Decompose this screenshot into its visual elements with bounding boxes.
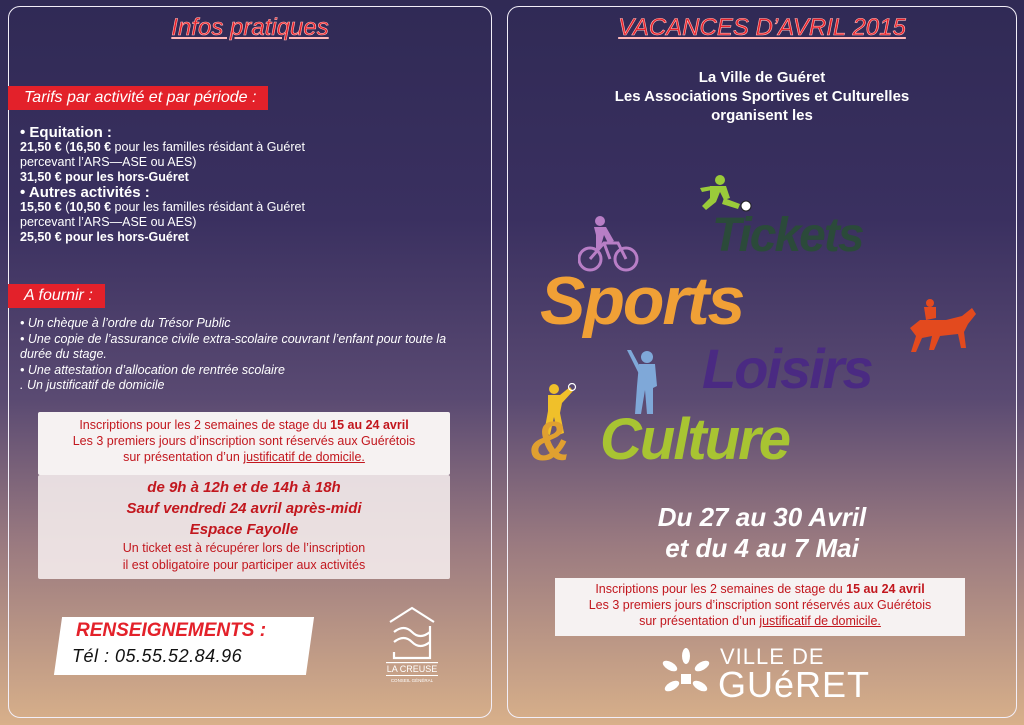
- inscription-box-left: [38, 412, 450, 475]
- list-item: • Une copie de l’assurance civile extra-scolaire couvrant l’enfant pour toute la durée du stage.: [20, 331, 447, 361]
- ville-de-text: VILLE DE: [720, 644, 825, 669]
- place-text: Espace Fayolle: [189, 521, 299, 538]
- creuse-logo-sub: CONSEIL GÉNÉRAL: [390, 678, 434, 683]
- creuse-logo-text: LA CREUSE: [386, 664, 438, 674]
- equitation-price-line-2: percevant l’ARS—ASE ou AES): [20, 155, 197, 169]
- inscription-line-2: Les 3 premiers jours d’inscription sont réservés aux Guérétois: [588, 598, 932, 612]
- list-item: • Une attestation d’allocation de rentrée scolaire: [20, 362, 285, 377]
- word-sports: Sports: [540, 263, 744, 339]
- inscription-line-3: sur présentation d’un justificatif de domicile.: [123, 450, 365, 464]
- word-tickets: Tickets: [712, 209, 863, 262]
- dates-line-1: Du 27 au 30 Avril: [657, 502, 867, 532]
- dates-line-2: et du 4 au 7 Mai: [665, 533, 859, 563]
- equitation-hors: 31,50 € pour les hors-Guéret: [20, 170, 189, 184]
- inscription-line-3: sur présentation d’un justificatif de domicile.: [639, 614, 881, 628]
- ticket-line-1: Un ticket est à récupérer lors de l’inscription: [122, 541, 366, 555]
- left-title: Infos pratiques: [171, 14, 329, 41]
- hours-box: [38, 475, 450, 579]
- list-item: • Un chèque à l’ordre du Trésor Public: [20, 316, 231, 330]
- autres-heading: • Autres activités :: [20, 184, 150, 201]
- la-creuse-logo: [382, 604, 442, 684]
- intro-text: [507, 68, 1017, 125]
- renseignements-title: RENSEIGNEMENTS :: [76, 620, 267, 641]
- ticket-line-2: il est obligatoire pour participer aux activités: [122, 558, 366, 572]
- autres-hors: 25,50 € pour les hors-Guéret: [20, 230, 189, 244]
- word-loisirs: Loisirs: [702, 337, 872, 400]
- intro-line-2: Les Associations Sportives et Culturelles: [614, 88, 910, 105]
- autres-price-line-2: percevant l’ARS—ASE ou AES): [20, 215, 197, 229]
- right-title: VACANCES D’AVRIL 2015: [618, 14, 906, 41]
- inscription-line-2: Les 3 premiers jours d’inscription sont réservés aux Guérétois: [72, 434, 416, 448]
- equitation-price-line: 21,50 € (16,50 € pour les familles résidant à Guéret: [20, 140, 305, 154]
- fournir-banner: A fournir :: [8, 284, 105, 308]
- tarifs-banner: Tarifs par activité et par période :: [8, 86, 268, 110]
- word-culture: Culture: [600, 407, 789, 472]
- intro-line-1: La Ville de Guéret: [698, 69, 826, 86]
- hours-text: de 9h à 12h et de 14h à 18h: [147, 479, 341, 496]
- inscription-line-1: Inscriptions pour les 2 semaines de stage du 15 au 24 avril: [595, 582, 925, 596]
- equitation-heading: • Equitation :: [20, 124, 112, 141]
- horse-rider-icon: [906, 298, 978, 360]
- list-item: . Un justificatif de domicile: [20, 378, 165, 392]
- intro-line-3: organisent les: [711, 107, 813, 124]
- autres-price-line: 15,50 € (10,50 € pour les familles résidant à Guéret: [20, 200, 305, 214]
- fournir-list: [20, 316, 475, 394]
- tarifs-body: [20, 125, 480, 245]
- dates: [507, 502, 1017, 564]
- inscription-box-right: [555, 578, 965, 636]
- inscription-line-1: Inscriptions pour les 2 semaines de stage du 15 au 24 avril: [79, 418, 409, 432]
- except-text: Sauf vendredi 24 avril après-midi: [126, 500, 362, 517]
- ville-gueret-star-icon: [660, 648, 712, 704]
- word-ampersand: &: [530, 409, 569, 472]
- gueret-text: GUéRET: [718, 664, 871, 705]
- phone-number[interactable]: Tél : 05.55.52.84.96: [72, 646, 243, 666]
